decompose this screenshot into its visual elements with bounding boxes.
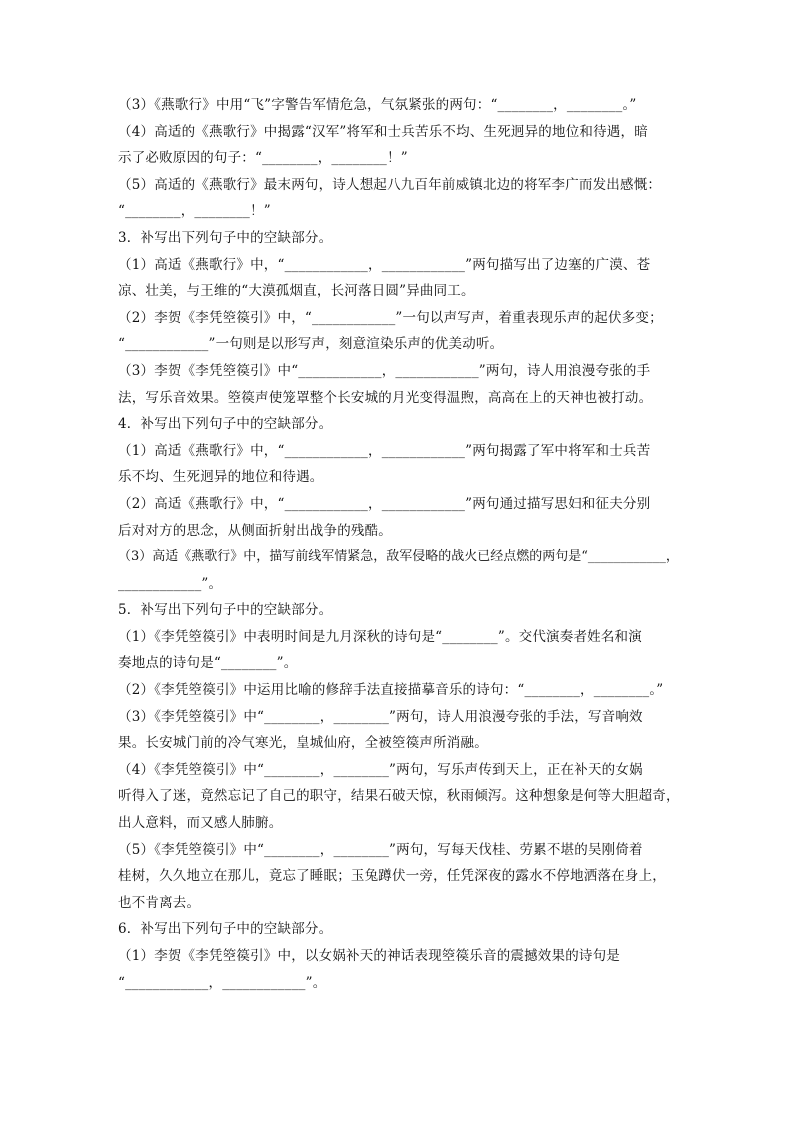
- text-line: （2）高适《燕歌行》中，“____________，____________”两句通过描写思妇和征夫分别: [118, 495, 651, 512]
- text-line: 听得入了迷，竟然忘记了自己的职守，结果石破天惊，秋雨倾泻。这种想象是何等大胆超奇，: [118, 788, 680, 805]
- text-line: ____________”。: [118, 575, 223, 592]
- text-line: 后对对方的思念，从侧面折射出战争的残酷。: [118, 522, 392, 539]
- text-line: （1）高适《燕歌行》中，“____________，____________”两句描写出了边塞的广漠、苍: [118, 256, 651, 273]
- text-line: （3）高适《燕歌行》中，描写前线军情紧急，敌军侵略的战火已经点燃的两句是“____________，: [118, 549, 679, 565]
- text-line: （2）《李凭箜篌引》中运用比喻的修辞手法直接描摹音乐的诗句：“________，________。”: [118, 682, 664, 699]
- text-line: （3）《燕歌行》中用“飞”字警告军情危急，气氛紧张的两句：“________，________。”: [118, 97, 637, 113]
- text-line: （1）高适《燕歌行》中，“____________，____________”两句揭露了军中将军和士兵苦: [118, 442, 651, 459]
- text-line: 出人意料，而又感人肺腑。: [118, 815, 283, 832]
- text-line: （5）高适的《燕歌行》最末两句，诗人想起八九百年前威镇北边的将军李广而发出感慨：: [118, 176, 662, 193]
- text-line: （3）李贺《李凭箜篌引》中“____________，____________”两句，诗人用浪漫夸张的手: [118, 362, 651, 379]
- text-line: 乐不均、生死迥异的地位和待遇。: [118, 469, 324, 486]
- text-line: 果。长安城门前的冷气寒光，皇城仙府，全被箜篌声所消融。: [118, 735, 488, 752]
- text-line: “____________”一句则是以形写声，刻意渲染乐声的优美动听。: [118, 336, 504, 353]
- text-line: 法，写乐音效果。箜篌声使笼罩整个长安城的月光变得温煦，高高在上的天神也被打动。: [118, 389, 653, 406]
- text-line: 示了必败原因的句子：“________，________！”: [118, 150, 408, 167]
- section-heading: 3．补写出下列句子中的空缺部分。: [118, 229, 333, 246]
- text-line: 也不肯离去。: [118, 894, 201, 911]
- section-heading: 6．补写出下列句子中的空缺部分。: [118, 921, 333, 938]
- section-heading: 5．补写出下列句子中的空缺部分。: [118, 602, 333, 619]
- text-line: “____________，____________”。: [118, 974, 327, 991]
- text-line: 桂树，久久地立在那儿，竟忘了睡眠；玉兔蹲伏一旁，任凭深夜的露水不停地洒落在身上，: [118, 868, 666, 885]
- text-line: （5）《李凭箜篌引》中“________，________”两句，写每天伐桂、劳累不堪的吴刚倚着: [118, 841, 643, 858]
- text-line: “________，________！”: [118, 203, 271, 220]
- text-line: 奏地点的诗句是“________”。: [118, 655, 298, 672]
- text-line: （4）高适的《燕歌行》中揭露“汉军”将军和士兵苦乐不均、生死迥异的地位和待遇，暗: [118, 123, 648, 140]
- text-line: （4）《李凭箜篌引》中“________，________”两句，写乐声传到天上，正在补天的女娲: [118, 761, 643, 778]
- text-line: （1）李贺《李凭箜篌引》中，以女娲补天的神话表现箜篌乐音的震撼效果的诗句是: [118, 948, 620, 964]
- text-line: （2）李贺《李凭箜篌引》中，“____________”一句以声写声，着重表现乐声的起伏多变；: [118, 309, 663, 326]
- text-line: （1）《李凭箜篌引》中表明时间是九月深秋的诗句是“________”。交代演奏者姓名和演: [118, 628, 642, 645]
- text-line: 凉、壮美，与王维的“大漠孤烟直，长河落日圆”异曲同工。: [118, 283, 475, 300]
- text-line: （3）《李凭箜篌引》中“________，________”两句，诗人用浪漫夸张的手法，写音响效: [118, 708, 643, 725]
- section-heading: 4．补写出下列句子中的空缺部分。: [118, 416, 333, 433]
